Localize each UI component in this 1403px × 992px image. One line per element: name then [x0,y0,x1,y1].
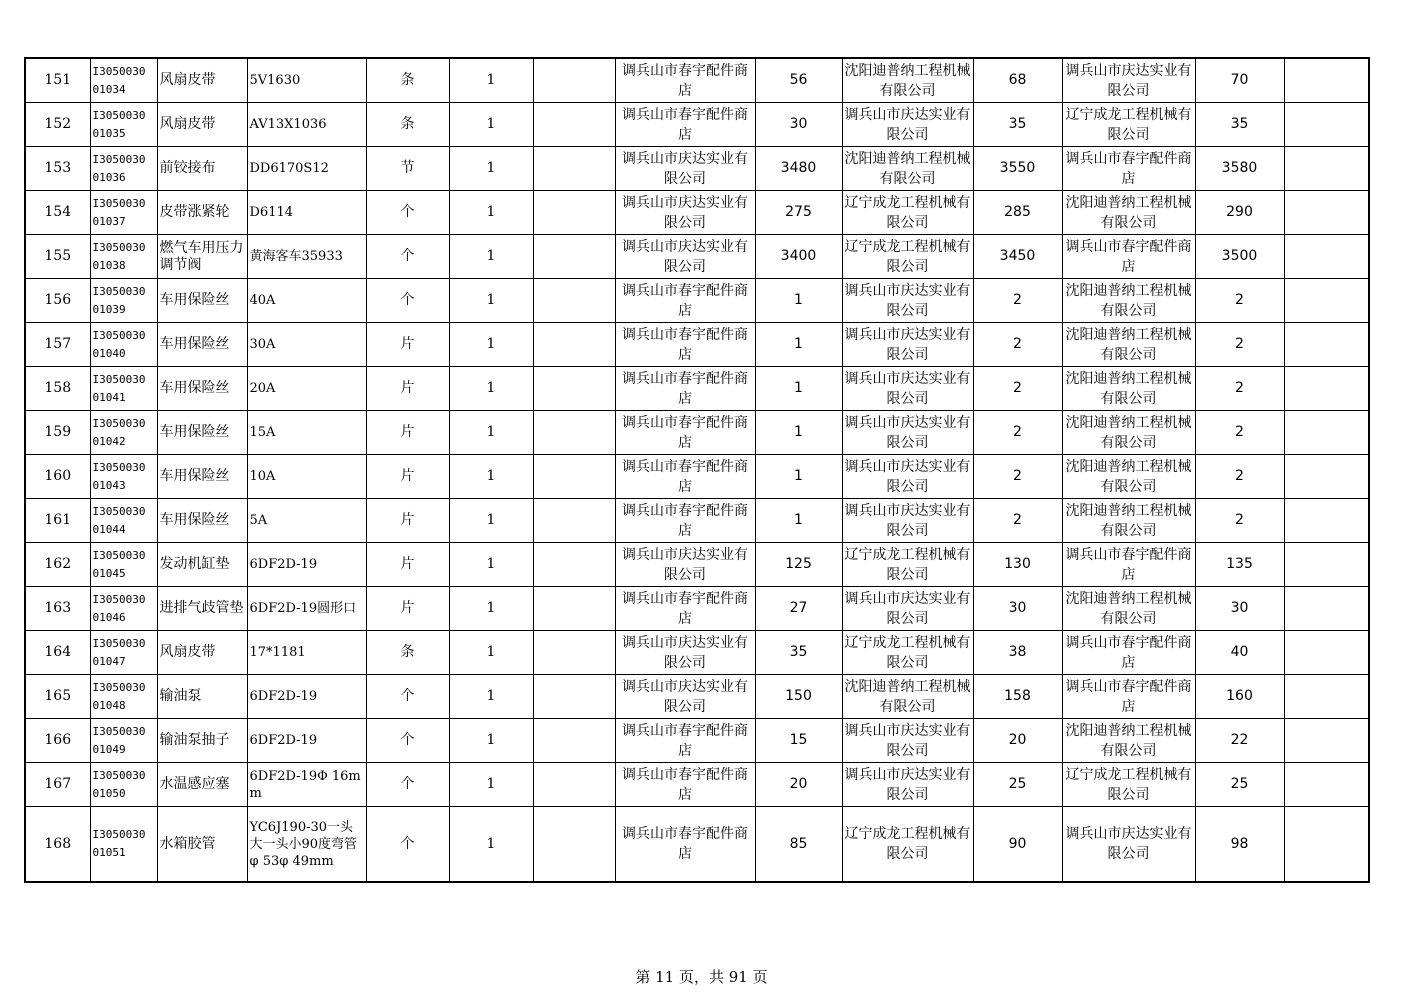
supplier-2-cell: 调兵山市庆达实业有限公司 [842,587,973,631]
price-1-cell: 30 [755,103,842,147]
note-cell [533,719,615,763]
price-3-cell: 2 [1195,279,1284,323]
supplier-2-cell: 调兵山市庆达实业有限公司 [842,499,973,543]
supplier-3-cell: 沈阳迪普纳工程机械有限公司 [1062,191,1195,235]
name-cell: 车用保险丝 [157,455,247,499]
supplier-1-cell: 调兵山市春宇配件商店 [615,499,755,543]
note-cell [533,587,615,631]
seq-cell: 167 [25,763,90,807]
seq-cell: 154 [25,191,90,235]
extra-cell [1284,543,1369,587]
supplier-1-cell: 调兵山市庆达实业有限公司 [615,235,755,279]
code-cell: I3050030 01036 [90,147,157,191]
name-cell: 风扇皮带 [157,103,247,147]
qty-cell: 1 [449,719,533,763]
supplier-3-cell: 调兵山市春宇配件商店 [1062,543,1195,587]
supplier-2-cell: 调兵山市庆达实业有限公司 [842,103,973,147]
price-1-cell: 56 [755,58,842,103]
supplier-1-cell: 调兵山市春宇配件商店 [615,763,755,807]
price-2-cell: 2 [973,367,1062,411]
price-2-cell: 130 [973,543,1062,587]
seq-cell: 168 [25,807,90,883]
unit-cell: 片 [366,587,449,631]
table-row [25,279,1369,323]
price-3-cell: 40 [1195,631,1284,675]
extra-cell [1284,58,1369,103]
supplier-1-cell: 调兵山市庆达实业有限公司 [615,543,755,587]
spec-cell: 6DF2D-19 [247,543,366,587]
table-row [25,147,1369,191]
spec-cell: AV13X1036 [247,103,366,147]
name-cell: 车用保险丝 [157,367,247,411]
code-cell: I3050030 01039 [90,279,157,323]
qty-cell: 1 [449,279,533,323]
price-1-cell: 1 [755,499,842,543]
supplier-2-cell: 辽宁成龙工程机械有限公司 [842,235,973,279]
code-cell: I3050030 01042 [90,411,157,455]
extra-cell [1284,147,1369,191]
table-row [25,807,1369,883]
unit-cell: 个 [366,719,449,763]
supplier-1-cell: 调兵山市庆达实业有限公司 [615,675,755,719]
spec-cell: 30A [247,323,366,367]
note-cell [533,807,615,883]
supplier-2-cell: 调兵山市庆达实业有限公司 [842,411,973,455]
supplier-2-cell: 调兵山市庆达实业有限公司 [842,323,973,367]
code-cell: I3050030 01044 [90,499,157,543]
seq-cell: 165 [25,675,90,719]
note-cell [533,103,615,147]
price-3-cell: 98 [1195,807,1284,883]
seq-cell: 159 [25,411,90,455]
price-3-cell: 30 [1195,587,1284,631]
unit-cell: 个 [366,763,449,807]
extra-cell [1284,763,1369,807]
note-cell [533,323,615,367]
price-1-cell: 1 [755,411,842,455]
spec-cell: 20A [247,367,366,411]
price-1-cell: 15 [755,719,842,763]
seq-cell: 158 [25,367,90,411]
code-cell: I3050030 01043 [90,455,157,499]
code-cell: I3050030 01050 [90,763,157,807]
qty-cell: 1 [449,455,533,499]
supplier-1-cell: 调兵山市春宇配件商店 [615,323,755,367]
spec-cell: DD6170S12 [247,147,366,191]
spec-cell: 15A [247,411,366,455]
supplier-3-cell: 沈阳迪普纳工程机械有限公司 [1062,323,1195,367]
price-1-cell: 1 [755,455,842,499]
qty-cell: 1 [449,367,533,411]
seq-cell: 156 [25,279,90,323]
unit-cell: 节 [366,147,449,191]
name-cell: 输油泵抽子 [157,719,247,763]
price-2-cell: 2 [973,455,1062,499]
note-cell [533,543,615,587]
supplier-1-cell: 调兵山市春宇配件商店 [615,587,755,631]
price-1-cell: 150 [755,675,842,719]
code-cell: I3050030 01046 [90,587,157,631]
supplier-1-cell: 调兵山市春宇配件商店 [615,719,755,763]
qty-cell: 1 [449,191,533,235]
seq-cell: 151 [25,58,90,103]
price-2-cell: 35 [973,103,1062,147]
extra-cell [1284,323,1369,367]
table-body [25,58,1369,882]
seq-cell: 161 [25,499,90,543]
extra-cell [1284,719,1369,763]
supplier-1-cell: 调兵山市春宇配件商店 [615,103,755,147]
seq-cell: 160 [25,455,90,499]
price-1-cell: 27 [755,587,842,631]
extra-cell [1284,367,1369,411]
table-row [25,323,1369,367]
seq-cell: 152 [25,103,90,147]
price-1-cell: 125 [755,543,842,587]
code-cell: I3050030 01049 [90,719,157,763]
name-cell: 发动机缸垫 [157,543,247,587]
supplier-3-cell: 沈阳迪普纳工程机械有限公司 [1062,367,1195,411]
price-3-cell: 2 [1195,323,1284,367]
note-cell [533,191,615,235]
price-2-cell: 3450 [973,235,1062,279]
supplier-1-cell: 调兵山市庆达实业有限公司 [615,631,755,675]
qty-cell: 1 [449,807,533,883]
table-row [25,675,1369,719]
price-3-cell: 160 [1195,675,1284,719]
price-2-cell: 68 [973,58,1062,103]
supplier-2-cell: 辽宁成龙工程机械有限公司 [842,807,973,883]
extra-cell [1284,587,1369,631]
note-cell [533,763,615,807]
qty-cell: 1 [449,411,533,455]
price-3-cell: 2 [1195,499,1284,543]
seq-cell: 157 [25,323,90,367]
unit-cell: 个 [366,191,449,235]
name-cell: 前铰接布 [157,147,247,191]
price-3-cell: 35 [1195,103,1284,147]
unit-cell: 条 [366,58,449,103]
supplier-3-cell: 调兵山市春宇配件商店 [1062,147,1195,191]
extra-cell [1284,631,1369,675]
qty-cell: 1 [449,235,533,279]
qty-cell: 1 [449,763,533,807]
unit-cell: 片 [366,323,449,367]
price-2-cell: 2 [973,499,1062,543]
spec-cell: 6DF2D-19圆形口 [247,587,366,631]
price-3-cell: 25 [1195,763,1284,807]
code-cell: I3050030 01051 [90,807,157,883]
seq-cell: 155 [25,235,90,279]
table-row [25,191,1369,235]
price-3-cell: 3580 [1195,147,1284,191]
price-2-cell: 2 [973,411,1062,455]
qty-cell: 1 [449,675,533,719]
supplier-2-cell: 调兵山市庆达实业有限公司 [842,763,973,807]
spec-cell: 5V1630 [247,58,366,103]
price-1-cell: 20 [755,763,842,807]
note-cell [533,279,615,323]
extra-cell [1284,675,1369,719]
extra-cell [1284,411,1369,455]
spec-cell: 6DF2D-19Φ 16mm [247,763,366,807]
note-cell [533,631,615,675]
supplier-3-cell: 沈阳迪普纳工程机械有限公司 [1062,499,1195,543]
extra-cell [1284,455,1369,499]
supplier-3-cell: 沈阳迪普纳工程机械有限公司 [1062,455,1195,499]
table-row [25,587,1369,631]
code-cell: I3050030 01037 [90,191,157,235]
supplier-2-cell: 沈阳迪普纳工程机械有限公司 [842,58,973,103]
name-cell: 水温感应塞 [157,763,247,807]
table-row [25,367,1369,411]
price-2-cell: 2 [973,323,1062,367]
code-cell: I3050030 01047 [90,631,157,675]
note-cell [533,58,615,103]
price-3-cell: 3500 [1195,235,1284,279]
price-3-cell: 22 [1195,719,1284,763]
supplier-2-cell: 辽宁成龙工程机械有限公司 [842,191,973,235]
price-3-cell: 135 [1195,543,1284,587]
code-cell: I3050030 01040 [90,323,157,367]
seq-cell: 164 [25,631,90,675]
spec-cell: 17*1181 [247,631,366,675]
table-row [25,499,1369,543]
table-row [25,763,1369,807]
seq-cell: 163 [25,587,90,631]
table-row [25,455,1369,499]
qty-cell: 1 [449,323,533,367]
code-cell: I3050030 01035 [90,103,157,147]
supplier-1-cell: 调兵山市春宇配件商店 [615,807,755,883]
price-2-cell: 285 [973,191,1062,235]
code-cell: I3050030 01041 [90,367,157,411]
name-cell: 车用保险丝 [157,499,247,543]
supplier-1-cell: 调兵山市春宇配件商店 [615,367,755,411]
qty-cell: 1 [449,631,533,675]
supplier-3-cell: 调兵山市庆达实业有限公司 [1062,807,1195,883]
extra-cell [1284,103,1369,147]
extra-cell [1284,191,1369,235]
supplier-3-cell: 沈阳迪普纳工程机械有限公司 [1062,719,1195,763]
table-row [25,631,1369,675]
qty-cell: 1 [449,499,533,543]
name-cell: 车用保险丝 [157,411,247,455]
supplier-3-cell: 调兵山市春宇配件商店 [1062,235,1195,279]
price-3-cell: 2 [1195,455,1284,499]
note-cell [533,675,615,719]
price-3-cell: 2 [1195,367,1284,411]
supplier-2-cell: 调兵山市庆达实业有限公司 [842,455,973,499]
spec-cell: 6DF2D-19 [247,719,366,763]
supplier-2-cell: 调兵山市庆达实业有限公司 [842,719,973,763]
spec-cell: 6DF2D-19 [247,675,366,719]
table-row [25,103,1369,147]
table-row [25,58,1369,103]
price-1-cell: 275 [755,191,842,235]
price-1-cell: 1 [755,323,842,367]
name-cell: 进排气歧管垫 [157,587,247,631]
code-cell: I3050030 01034 [90,58,157,103]
qty-cell: 1 [449,58,533,103]
unit-cell: 个 [366,807,449,883]
qty-cell: 1 [449,103,533,147]
spec-cell: D6114 [247,191,366,235]
name-cell: 皮带涨紧轮 [157,191,247,235]
price-2-cell: 2 [973,279,1062,323]
supplier-2-cell: 调兵山市庆达实业有限公司 [842,279,973,323]
supplier-1-cell: 调兵山市春宇配件商店 [615,411,755,455]
extra-cell [1284,499,1369,543]
supplier-2-cell: 辽宁成龙工程机械有限公司 [842,631,973,675]
name-cell: 车用保险丝 [157,279,247,323]
supplier-3-cell: 调兵山市庆达实业有限公司 [1062,58,1195,103]
note-cell [533,235,615,279]
spec-cell: 5A [247,499,366,543]
name-cell: 车用保险丝 [157,323,247,367]
code-cell: I3050030 01038 [90,235,157,279]
seq-cell: 153 [25,147,90,191]
table-row [25,719,1369,763]
spec-cell: 10A [247,455,366,499]
unit-cell: 片 [366,543,449,587]
note-cell [533,411,615,455]
supplier-3-cell: 沈阳迪普纳工程机械有限公司 [1062,587,1195,631]
unit-cell: 片 [366,499,449,543]
spec-cell: 黄海客车35933 [247,235,366,279]
price-comparison-table [24,57,1370,883]
supplier-2-cell: 沈阳迪普纳工程机械有限公司 [842,147,973,191]
table-row [25,235,1369,279]
seq-cell: 162 [25,543,90,587]
qty-cell: 1 [449,587,533,631]
qty-cell: 1 [449,543,533,587]
code-cell: I3050030 01048 [90,675,157,719]
spec-cell: YC6J190-30一头大一头小90度弯管φ 53φ 49mm [247,807,366,883]
name-cell: 输油泵 [157,675,247,719]
supplier-3-cell: 辽宁成龙工程机械有限公司 [1062,763,1195,807]
price-3-cell: 290 [1195,191,1284,235]
supplier-2-cell: 辽宁成龙工程机械有限公司 [842,543,973,587]
unit-cell: 个 [366,675,449,719]
price-2-cell: 25 [973,763,1062,807]
supplier-3-cell: 辽宁成龙工程机械有限公司 [1062,103,1195,147]
name-cell: 风扇皮带 [157,631,247,675]
price-1-cell: 3400 [755,235,842,279]
table-row [25,411,1369,455]
supplier-1-cell: 调兵山市春宇配件商店 [615,279,755,323]
name-cell: 水箱胶管 [157,807,247,883]
table-row [25,543,1369,587]
price-1-cell: 3480 [755,147,842,191]
price-1-cell: 1 [755,279,842,323]
supplier-2-cell: 调兵山市庆达实业有限公司 [842,367,973,411]
qty-cell: 1 [449,147,533,191]
price-3-cell: 70 [1195,58,1284,103]
price-2-cell: 30 [973,587,1062,631]
code-cell: I3050030 01045 [90,543,157,587]
unit-cell: 片 [366,367,449,411]
seq-cell: 166 [25,719,90,763]
page-footer: 第 11 页，共 91 页 [635,968,768,986]
supplier-3-cell: 沈阳迪普纳工程机械有限公司 [1062,279,1195,323]
price-1-cell: 1 [755,367,842,411]
name-cell: 燃气车用压力调节阀 [157,235,247,279]
price-2-cell: 158 [973,675,1062,719]
price-3-cell: 2 [1195,411,1284,455]
unit-cell: 个 [366,235,449,279]
unit-cell: 条 [366,103,449,147]
supplier-3-cell: 沈阳迪普纳工程机械有限公司 [1062,411,1195,455]
price-2-cell: 3550 [973,147,1062,191]
supplier-3-cell: 调兵山市春宇配件商店 [1062,675,1195,719]
note-cell [533,367,615,411]
unit-cell: 片 [366,411,449,455]
extra-cell [1284,235,1369,279]
supplier-1-cell: 调兵山市春宇配件商店 [615,455,755,499]
name-cell: 风扇皮带 [157,58,247,103]
extra-cell [1284,279,1369,323]
supplier-2-cell: 沈阳迪普纳工程机械有限公司 [842,675,973,719]
note-cell [533,455,615,499]
price-1-cell: 85 [755,807,842,883]
price-2-cell: 90 [973,807,1062,883]
unit-cell: 片 [366,455,449,499]
unit-cell: 个 [366,279,449,323]
spec-cell: 40A [247,279,366,323]
price-2-cell: 38 [973,631,1062,675]
supplier-3-cell: 调兵山市春宇配件商店 [1062,631,1195,675]
supplier-1-cell: 调兵山市庆达实业有限公司 [615,191,755,235]
price-2-cell: 20 [973,719,1062,763]
note-cell [533,499,615,543]
extra-cell [1284,807,1369,883]
supplier-1-cell: 调兵山市庆达实业有限公司 [615,147,755,191]
unit-cell: 条 [366,631,449,675]
supplier-1-cell: 调兵山市春宇配件商店 [615,58,755,103]
price-1-cell: 35 [755,631,842,675]
note-cell [533,147,615,191]
